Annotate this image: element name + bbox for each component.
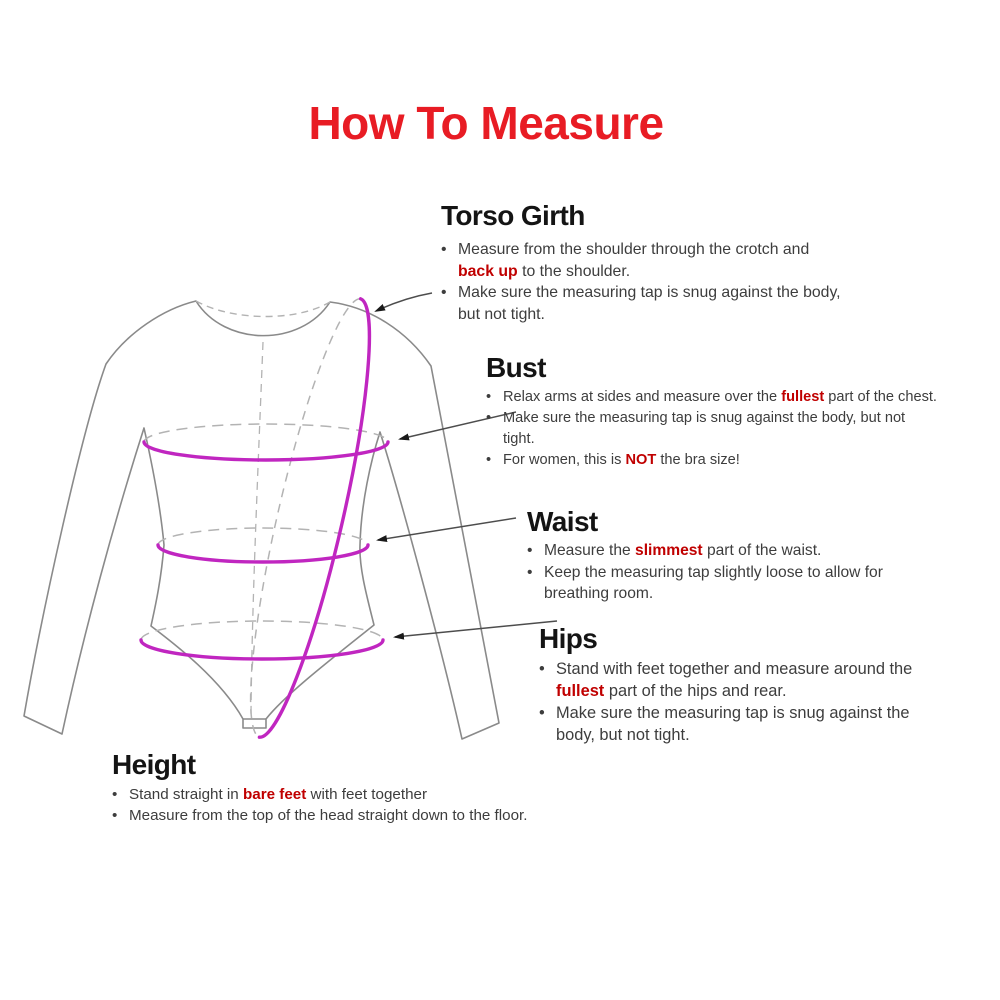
text-segment-red: fullest bbox=[556, 682, 605, 701]
bullet-dot: • bbox=[441, 241, 447, 259]
hips-circle-back bbox=[141, 621, 383, 640]
bullet-dot: • bbox=[112, 786, 118, 804]
text-segment: Relax arms at sides and measure over the bbox=[503, 389, 782, 406]
text-segment: Stand with feet together and measure around the bbox=[556, 660, 913, 679]
bullet-line bbox=[458, 261, 809, 283]
bullet-line bbox=[544, 562, 883, 584]
text-segment: but not tight. bbox=[458, 305, 545, 323]
torso-girth-arrow bbox=[376, 293, 432, 311]
text-segment: to the shoulder. bbox=[517, 262, 631, 280]
bullet-dot: • bbox=[539, 660, 545, 679]
section-torso-girth bbox=[441, 200, 841, 325]
bullet-line bbox=[503, 429, 905, 450]
bust-circle bbox=[144, 442, 388, 460]
torso-girth-heading: Torso Girth bbox=[441, 200, 585, 231]
text-segment: Make sure the measuring tap is snug against the body, bbox=[458, 284, 841, 302]
text-segment: the bra size! bbox=[656, 452, 740, 469]
bullet-item bbox=[539, 658, 912, 702]
hips-arrow bbox=[395, 621, 557, 637]
bullet-dot: • bbox=[441, 284, 447, 302]
height-heading: Height bbox=[112, 749, 196, 780]
text-segment: Measure from the shoulder through the crotch and bbox=[458, 241, 810, 259]
back-neckline-dashed bbox=[196, 301, 330, 317]
bullet-line bbox=[503, 408, 905, 429]
bullet-line bbox=[129, 785, 427, 806]
bullet-line bbox=[544, 540, 821, 562]
bullet-item bbox=[486, 387, 937, 408]
text-segment: tight. bbox=[503, 431, 535, 448]
bullet-line bbox=[129, 806, 528, 827]
leotard-outline bbox=[24, 301, 499, 739]
bullet-item bbox=[486, 450, 937, 471]
hips-circle bbox=[141, 640, 383, 659]
bullet-item bbox=[539, 702, 912, 746]
text-segment-red: slimmest bbox=[635, 542, 703, 560]
bullet-dot: • bbox=[527, 563, 533, 581]
bullet-line bbox=[458, 304, 841, 326]
bust-heading: Bust bbox=[486, 352, 546, 383]
bullet-item bbox=[486, 408, 937, 450]
hips-heading: Hips bbox=[539, 623, 598, 654]
bust-circle-back bbox=[144, 424, 388, 442]
bullet-item bbox=[112, 785, 528, 806]
torso-girth-loop bbox=[259, 299, 369, 737]
section-bust bbox=[486, 352, 937, 471]
bullet-item bbox=[527, 562, 883, 605]
bullet-line bbox=[544, 583, 883, 605]
bullet-line bbox=[458, 239, 809, 261]
bullet-line bbox=[556, 724, 910, 746]
bullet-item bbox=[112, 806, 528, 827]
text-segment: Measure from the top of the head straight down to the floor. bbox=[129, 806, 528, 824]
bullet-line bbox=[556, 702, 910, 724]
text-segment: part of the hips and rear. bbox=[604, 682, 787, 701]
bullet-dot: • bbox=[112, 806, 118, 824]
bullet-line bbox=[503, 387, 937, 408]
bullet-dot: • bbox=[527, 542, 533, 560]
text-segment-red: fullest bbox=[781, 389, 825, 406]
bullet-dot: • bbox=[486, 452, 492, 469]
text-segment-red: NOT bbox=[625, 452, 657, 469]
bullet-dot: • bbox=[486, 389, 492, 406]
text-segment: Stand straight in bbox=[129, 786, 243, 804]
bullet-line bbox=[556, 680, 912, 702]
bullet-dot: • bbox=[539, 704, 545, 723]
text-segment: with feet together bbox=[306, 786, 428, 804]
bullet-item bbox=[527, 540, 883, 562]
text-segment: Measure the bbox=[544, 542, 636, 560]
bullet-item bbox=[441, 239, 841, 282]
bullet-line bbox=[503, 450, 740, 471]
text-segment: For women, this is bbox=[503, 452, 626, 469]
text-segment: breathing room. bbox=[544, 585, 654, 603]
bullet-dot: • bbox=[486, 410, 492, 427]
waist-arrow bbox=[378, 518, 516, 540]
bullet-line bbox=[458, 282, 841, 304]
text-segment: part of the waist. bbox=[702, 542, 822, 560]
text-segment: Make sure the measuring tap is snug against the bbox=[556, 704, 910, 723]
text-segment-red: back up bbox=[458, 262, 518, 280]
text-segment: Make sure the measuring tap is snug against the body, but not bbox=[503, 410, 906, 427]
text-segment: part of the chest. bbox=[824, 389, 937, 406]
section-hips bbox=[539, 623, 912, 746]
section-waist bbox=[527, 506, 883, 605]
section-height bbox=[112, 749, 528, 826]
bullet-item bbox=[441, 282, 841, 325]
waist-heading: Waist bbox=[527, 506, 598, 537]
text-segment-red: bare feet bbox=[242, 786, 307, 804]
text-segment: body, but not tight. bbox=[556, 726, 690, 745]
page-title: How To Measure bbox=[308, 97, 664, 149]
bullet-line bbox=[556, 658, 912, 680]
text-segment: Keep the measuring tap slightly loose to allow for bbox=[544, 563, 883, 581]
